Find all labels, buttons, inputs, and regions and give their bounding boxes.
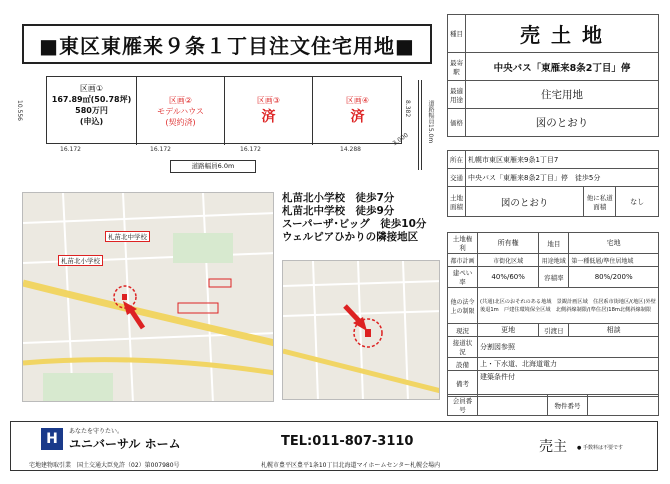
map-label-jhs: 札苗北中学校	[105, 231, 150, 242]
use-label: 最適用途	[448, 81, 466, 109]
lot-2-name: 区画②	[168, 96, 193, 105]
company-logo-icon: H	[41, 428, 63, 450]
type-label: 種目	[448, 15, 466, 53]
fee-note: ● 手数料は不要です	[577, 445, 623, 451]
rights-label: 土地権利	[448, 233, 478, 254]
zoning-value: 第一種低層/準住居地域	[569, 254, 659, 267]
access-item-4: ウェルピアひかりの隣接地区	[282, 231, 419, 243]
station-label: 最寄駅	[448, 53, 466, 81]
transport-value: 中央バス「東雁来8条2丁目」停 徒歩5分	[466, 169, 659, 187]
number-table	[447, 394, 659, 416]
property-no-label: 物件番号	[548, 395, 588, 416]
coverage-value: 40%/60%	[478, 267, 539, 288]
price-label: 価格	[448, 109, 466, 137]
private-road-value: なし	[616, 187, 659, 217]
company-name: ユニバーサル ホーム	[69, 437, 181, 451]
category-label: 地目	[539, 233, 569, 254]
access-item-1: 札苗北小学校 徒歩7分	[282, 192, 395, 204]
lot-4-width: 14.288	[340, 146, 361, 153]
map-label-es: 札苗北小学校	[58, 255, 103, 266]
company-address: 札幌市豊平区豊平1条10丁目北海道マイホームセンター札幌会場内	[261, 462, 441, 469]
coverage-label: 建ぺい率	[448, 267, 478, 288]
access-item-3: スーパーザ･ビッグ 徒歩10分	[282, 218, 427, 230]
restrictions-label: 他の法令上の制限	[448, 288, 478, 324]
lot-1	[47, 77, 137, 145]
facilities-value: 上・下水道、北海道電力	[478, 358, 659, 371]
far-label: 容積率	[539, 267, 569, 288]
lot-4	[313, 77, 402, 145]
side-road	[418, 80, 422, 170]
lot-4-status: 済	[350, 109, 365, 125]
rights-value: 所有権	[478, 233, 539, 254]
remarks-value: 建築条件付	[478, 371, 659, 397]
lot-3-name: 区画③	[256, 96, 281, 105]
handover-label: 引渡日	[539, 324, 569, 337]
lot-3	[225, 77, 313, 145]
category-value: 宅地	[569, 233, 659, 254]
lot-4-name: 区画④	[345, 96, 370, 105]
use-value: 住宅用地	[466, 81, 659, 109]
property-table	[447, 150, 659, 217]
footer	[10, 421, 658, 471]
lot-2-note: モデルハウス	[157, 107, 204, 116]
summary-table	[447, 14, 659, 137]
legal-table	[447, 232, 659, 397]
access-list	[282, 192, 426, 244]
detail-map	[282, 260, 440, 400]
seller-label: 売主	[539, 439, 567, 455]
lot-diagram	[46, 76, 402, 144]
city-plan-value: 市街化区域	[478, 254, 539, 267]
side-road-width: 道路幅員15.0m	[427, 100, 434, 144]
handover-value: 相談	[569, 324, 659, 337]
land-area-label: 土地面積	[448, 187, 466, 217]
lot-1-area: 167.89㎡(50.78坪)	[51, 95, 132, 104]
page-title: ■東区東雁来９条１丁目注文住宅用地■	[22, 24, 432, 64]
type-value: 売 土 地	[466, 15, 659, 53]
lot-2	[137, 77, 225, 145]
private-road-label: 他に私道面積	[584, 187, 616, 217]
station-value: 中央バス「東雁来8条2丁目」停	[466, 53, 659, 81]
zoning-label: 用途地域	[539, 254, 569, 267]
address-value: 札幌市東区東雁来9条1丁目7	[466, 151, 659, 169]
left-depth: 10.556	[16, 100, 23, 121]
lot-2-note2: (契約済)	[165, 118, 196, 127]
lot-1-name: 区画①	[79, 84, 104, 93]
area-map	[22, 192, 274, 402]
price-value: 図のとおり	[466, 109, 659, 137]
access-item-2: 札苗北中学校 徒歩9分	[282, 205, 395, 217]
member-label: 会員番号	[448, 395, 478, 416]
corner-cut: 3.000	[391, 131, 410, 148]
transport-label: 交通	[448, 169, 466, 187]
detail-map-drawing	[283, 261, 440, 400]
right-depth: 8.382	[404, 100, 411, 118]
front-road-label: 道路幅員6.0m	[170, 160, 256, 173]
road-label: 接道状況	[448, 337, 478, 358]
current-value: 更地	[478, 324, 539, 337]
lot-1-width: 16.172	[60, 146, 81, 153]
lot-2-width: 16.172	[150, 146, 171, 153]
lot-3-width: 16.172	[240, 146, 261, 153]
lot-1-status: (申込)	[79, 117, 104, 126]
land-area-value: 図のとおり	[466, 187, 584, 217]
facilities-label: 設備	[448, 358, 478, 371]
company-tagline: あなたを守りたい。	[69, 428, 124, 435]
company-tel: TEL:011-807-3110	[281, 434, 414, 449]
city-plan-label: 都市計画	[448, 254, 478, 267]
area-map-drawing	[23, 193, 274, 402]
lot-1-price: 580万円	[75, 106, 108, 115]
remarks-label: 備考	[448, 371, 478, 397]
current-label: 現況	[448, 324, 478, 337]
lot-3-status: 済	[261, 109, 276, 125]
road-value: 分割図参照	[478, 337, 659, 358]
far-value: 80%/200%	[569, 267, 659, 288]
company-license: 宅地建物取引業 国土交通大臣免許（02）第007980号	[29, 462, 180, 469]
address-label: 所在	[448, 151, 466, 169]
restrictions-value: (共通)北区のおそれのある地域 景観計画区域 住居系市街地区/(地区)外壁後退1m 戸建住環境保全区域 北側斜線制限/(準住居)18m北側斜線制限	[478, 288, 659, 324]
